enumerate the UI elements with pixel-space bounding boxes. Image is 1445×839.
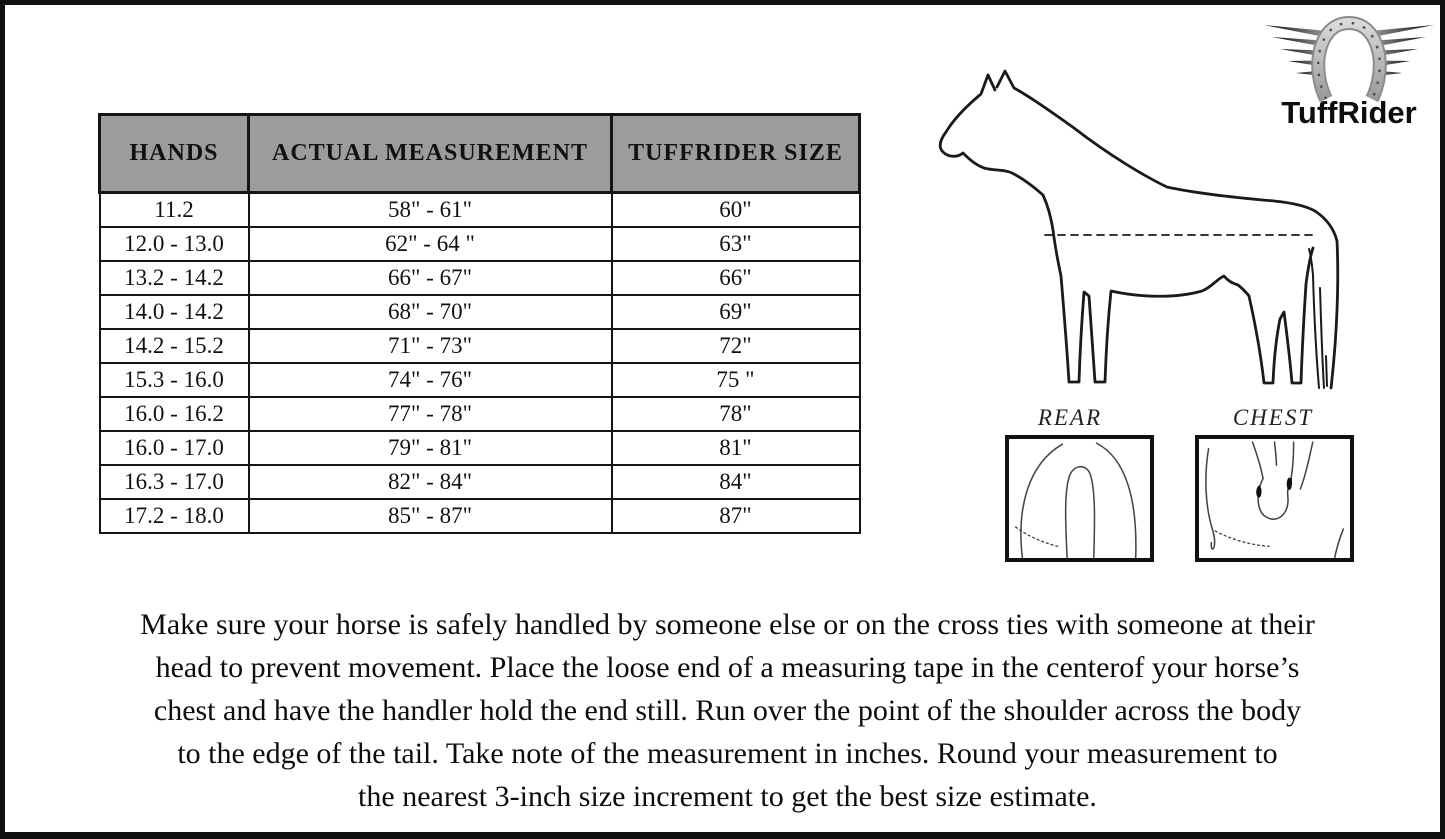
chest-label: CHEST bbox=[1232, 405, 1314, 430]
rear-tail-line bbox=[1066, 467, 1095, 558]
measurement-cell: 74" - 76" bbox=[249, 363, 612, 397]
size-cell: 78" bbox=[612, 397, 860, 431]
measuring-instructions bbox=[5, 603, 1445, 818]
measurement-cell: 82" - 84" bbox=[249, 465, 612, 499]
column-header-actual-measurement: ACTUAL MEASUREMENT bbox=[249, 115, 612, 193]
measurement-cell: 68" - 70" bbox=[249, 295, 612, 329]
table-row bbox=[100, 465, 860, 499]
column-header-tuffrider-size: TUFFRIDER SIZE bbox=[612, 115, 860, 193]
instruction-line: the nearest 3-inch size increment to get the best size estimate. bbox=[358, 780, 1097, 813]
chest-neck-left-line bbox=[1253, 442, 1264, 478]
table-row bbox=[100, 295, 860, 329]
chest-outer-right-line bbox=[1300, 442, 1312, 489]
rear-hip-right-line bbox=[1097, 443, 1136, 557]
measurement-cell: 71" - 73" bbox=[249, 329, 612, 363]
column-header-hands: HANDS bbox=[100, 115, 249, 193]
rear-dotted-measure-line bbox=[1016, 527, 1061, 547]
table-row bbox=[100, 261, 860, 295]
hands-cell: 14.0 - 14.2 bbox=[100, 295, 249, 329]
size-cell: 87" bbox=[612, 499, 860, 533]
size-chart-table bbox=[98, 113, 861, 534]
size-cell: 63" bbox=[612, 227, 860, 261]
hands-cell: 16.3 - 17.0 bbox=[100, 465, 249, 499]
hands-cell: 11.2 bbox=[100, 193, 249, 228]
chest-leg-line bbox=[1335, 529, 1344, 558]
size-cell: 60" bbox=[612, 193, 860, 228]
chest-muzzle-line bbox=[1258, 478, 1291, 519]
size-cell: 75 " bbox=[612, 363, 860, 397]
measurement-cell: 85" - 87" bbox=[249, 499, 612, 533]
brand-wordmark: TuffRider bbox=[1281, 95, 1417, 127]
horse-outline-front bbox=[940, 75, 1313, 383]
chest-dotted-measure-line bbox=[1215, 531, 1269, 546]
measurement-cell: 58" - 61" bbox=[249, 193, 612, 228]
hands-cell: 12.0 - 13.0 bbox=[100, 227, 249, 261]
tuffrider-logo bbox=[1261, 15, 1437, 127]
horse-tail-lines bbox=[1309, 249, 1327, 388]
hands-cell: 14.2 - 15.2 bbox=[100, 329, 249, 363]
measurement-cell: 62" - 64 " bbox=[249, 227, 612, 261]
hands-cell: 13.2 - 14.2 bbox=[100, 261, 249, 295]
size-cell: 84" bbox=[612, 465, 860, 499]
table-row bbox=[100, 431, 860, 465]
size-cell: 81" bbox=[612, 431, 860, 465]
chest-view-diagram bbox=[1195, 435, 1354, 562]
size-cell: 72" bbox=[612, 329, 860, 363]
instruction-line: head to prevent movement. Place the loose end of a measuring tape in the centerof your horse’s bbox=[155, 651, 1300, 684]
measurement-cell: 77" - 78" bbox=[249, 397, 612, 431]
measurement-cell: 79" - 81" bbox=[249, 431, 612, 465]
size-cell: 69" bbox=[612, 295, 860, 329]
hands-cell: 16.0 - 16.2 bbox=[100, 397, 249, 431]
rear-label: REAR bbox=[1037, 405, 1103, 430]
chest-shoulder-line bbox=[1206, 449, 1215, 549]
table-row bbox=[100, 329, 860, 363]
instruction-line: to the edge of the tail. Take note of the measurement in inches. Round your measurement to bbox=[177, 737, 1278, 770]
table-row bbox=[100, 363, 860, 397]
rear-view-diagram bbox=[1005, 435, 1154, 562]
table-header-row bbox=[100, 115, 860, 193]
hands-cell: 16.0 - 17.0 bbox=[100, 431, 249, 465]
hands-cell: 15.3 - 16.0 bbox=[100, 363, 249, 397]
nostril-left-icon bbox=[1256, 485, 1261, 498]
measurement-cell: 66" - 67" bbox=[249, 261, 612, 295]
hands-cell: 17.2 - 18.0 bbox=[100, 499, 249, 533]
instruction-line: chest and have the handler hold the end still. Run over the point of the shoulder across the body bbox=[153, 694, 1302, 727]
table-row bbox=[100, 193, 860, 228]
table-row bbox=[100, 227, 860, 261]
chest-neck-right-line bbox=[1291, 442, 1294, 480]
table-row bbox=[100, 499, 860, 533]
rear-hip-left-line bbox=[1021, 444, 1062, 557]
chest-mane-line bbox=[1275, 442, 1277, 465]
size-cell: 66" bbox=[612, 261, 860, 295]
winged-horseshoe-icon bbox=[1318, 23, 1380, 99]
table-row bbox=[100, 397, 860, 431]
instruction-line: Make sure your horse is safely handled by someone else or on the cross ties with someone at their bbox=[140, 608, 1315, 641]
nostril-right-icon bbox=[1287, 477, 1292, 490]
